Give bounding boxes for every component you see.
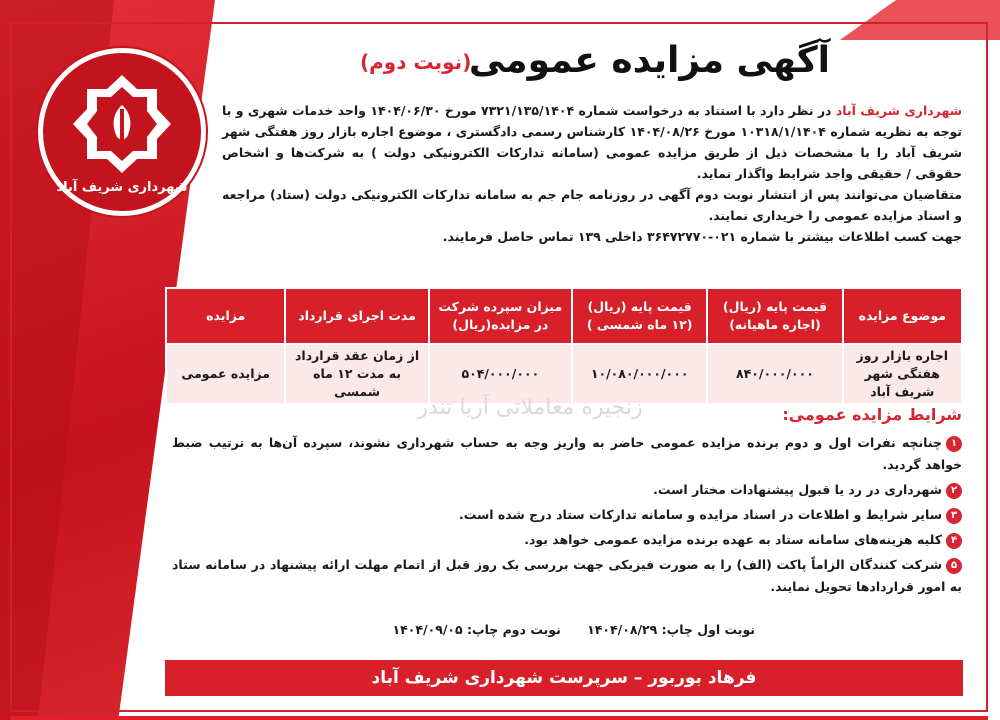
table-cell: ۵۰۴/۰۰۰/۰۰۰ bbox=[429, 344, 572, 404]
first-print-date: نوبت اول چاپ: ۱۴۰۴/۰۸/۲۹ bbox=[587, 622, 755, 637]
round-label: (نوبت دوم) bbox=[360, 50, 472, 74]
condition-item bbox=[172, 432, 962, 476]
condition-item bbox=[172, 479, 962, 501]
table-cell: ۸۴۰/۰۰۰/۰۰۰ bbox=[707, 344, 842, 404]
table-header: موضوع مزایده bbox=[843, 288, 962, 344]
table-cell: اجاره بازار روز هفتگی شهر شریف آباد bbox=[843, 344, 962, 404]
condition-number: ۲ bbox=[946, 483, 962, 499]
condition-number: ۱ bbox=[946, 436, 962, 452]
condition-text: سایر شرایط و اطلاعات در اسناد مزایده و سامانه تدارکات ستاد درج شده است. bbox=[458, 507, 942, 522]
conditions-title: شرایط مزایده عمومی: bbox=[782, 405, 962, 424]
condition-number: ۴ bbox=[946, 533, 962, 549]
table-header: مدت اجرای قرارداد bbox=[285, 288, 428, 344]
intro-lead: شهرداری شریف آباد bbox=[835, 103, 963, 118]
page-title: آگهی مزایده عمومی bbox=[468, 40, 830, 81]
condition-text: کلیه هزینه‌های سامانه ستاد به عهده برنده مزایده عمومی خواهد بود. bbox=[524, 532, 942, 547]
intro-paragraph bbox=[222, 100, 962, 247]
condition-item bbox=[172, 529, 962, 551]
emblem-label: شهرداری شریف آباد bbox=[56, 180, 188, 195]
table-cell: مزایده عمومی bbox=[166, 344, 285, 404]
print-dates bbox=[370, 622, 755, 637]
condition-text: شهرداری در رد یا قبول پیشنهادات مختار است. bbox=[653, 482, 942, 497]
bottom-divider bbox=[10, 716, 988, 720]
condition-item bbox=[172, 554, 962, 598]
table-header-row bbox=[166, 288, 962, 344]
intro-paragraph-3: جهت کسب اطلاعات بیشتر با شماره ۰۲۱-۳۶۴۷۲۷۷۰ داخلی ۱۳۹ تماس حاصل فرمایند. bbox=[442, 229, 962, 244]
municipality-emblem bbox=[38, 48, 206, 216]
table-cell: ۱۰/۰۸۰/۰۰۰/۰۰۰ bbox=[572, 344, 707, 404]
table-header: میزان سپرده شرکت در مزایده(ریال) bbox=[429, 288, 572, 344]
table-header: مزایده bbox=[166, 288, 285, 344]
table-header: قیمت پایه (ریال) (۱۲ ماه شمسی ) bbox=[572, 288, 707, 344]
auction-table bbox=[165, 287, 963, 405]
table-cell: از زمان عقد قرارداد به مدت ۱۲ ماه شمسی bbox=[285, 344, 428, 404]
intro-paragraph-2: متقاضیان می‌توانند پس از انتشار نوبت دوم آگهی در روزنامه جام جم به سامانه تدارکات الکترونیکی دولت (ستاد) مراجعه و اسناد مزایده عمومی را خریداری نمایند. bbox=[222, 187, 962, 223]
intro-text: در نظر دارد با استناد به درخواست شماره ۷۳۲۱/۱۳۵/۱۴۰۴ مورخ ۱۴۰۴/۰۶/۳۰ واحد خدمات شهری و با توجه به نظریه شماره ۱۰۳۱۸/۱/۱۴۰۴ مورخ ۱۴۰۴/۰۸/۲۶ کارشناس رسمی دادگستری ، موضوع اجاره بازار روز هفتگی شهر شریف آباد را با مشخصات ذیل از طریق مزایده عمومی (سامانه تدارکات الکترونیکی دولت ) به شرکت‌ها و اشخاص حقوقی / حقیقی واجد شرایط واگذار نماید. bbox=[222, 103, 962, 181]
conditions-list bbox=[172, 432, 962, 601]
condition-item bbox=[172, 504, 962, 526]
condition-text: چنانچه نفرات اول و دوم برنده مزایده عمومی حاضر به واریز وجه به حساب شهرداری نشوند، سپرده آن‌ها به ترتیب ضبط خواهد گردید. bbox=[172, 435, 962, 472]
second-print-date: نوبت دوم چاپ: ۱۴۰۴/۰۹/۰۵ bbox=[392, 622, 561, 637]
signature-bar: فرهاد بوربور – سرپرست شهرداری شریف آباد bbox=[165, 660, 963, 696]
table-header: قیمت پایه (ریال) (اجاره ماهیانه) bbox=[707, 288, 842, 344]
condition-number: ۵ bbox=[946, 558, 962, 574]
condition-number: ۳ bbox=[946, 508, 962, 524]
condition-text: شرکت کنندگان الزاماً پاکت (الف) را به صورت فیزیکی جهت بررسی یک روز قبل از اتمام مهلت ارائه پیشنهاد در سامانه ستاد به امور قراردادها تحویل نمایند. bbox=[172, 557, 962, 594]
watermark-text: زنجیره معاملاتی آریا تندر bbox=[417, 395, 643, 420]
